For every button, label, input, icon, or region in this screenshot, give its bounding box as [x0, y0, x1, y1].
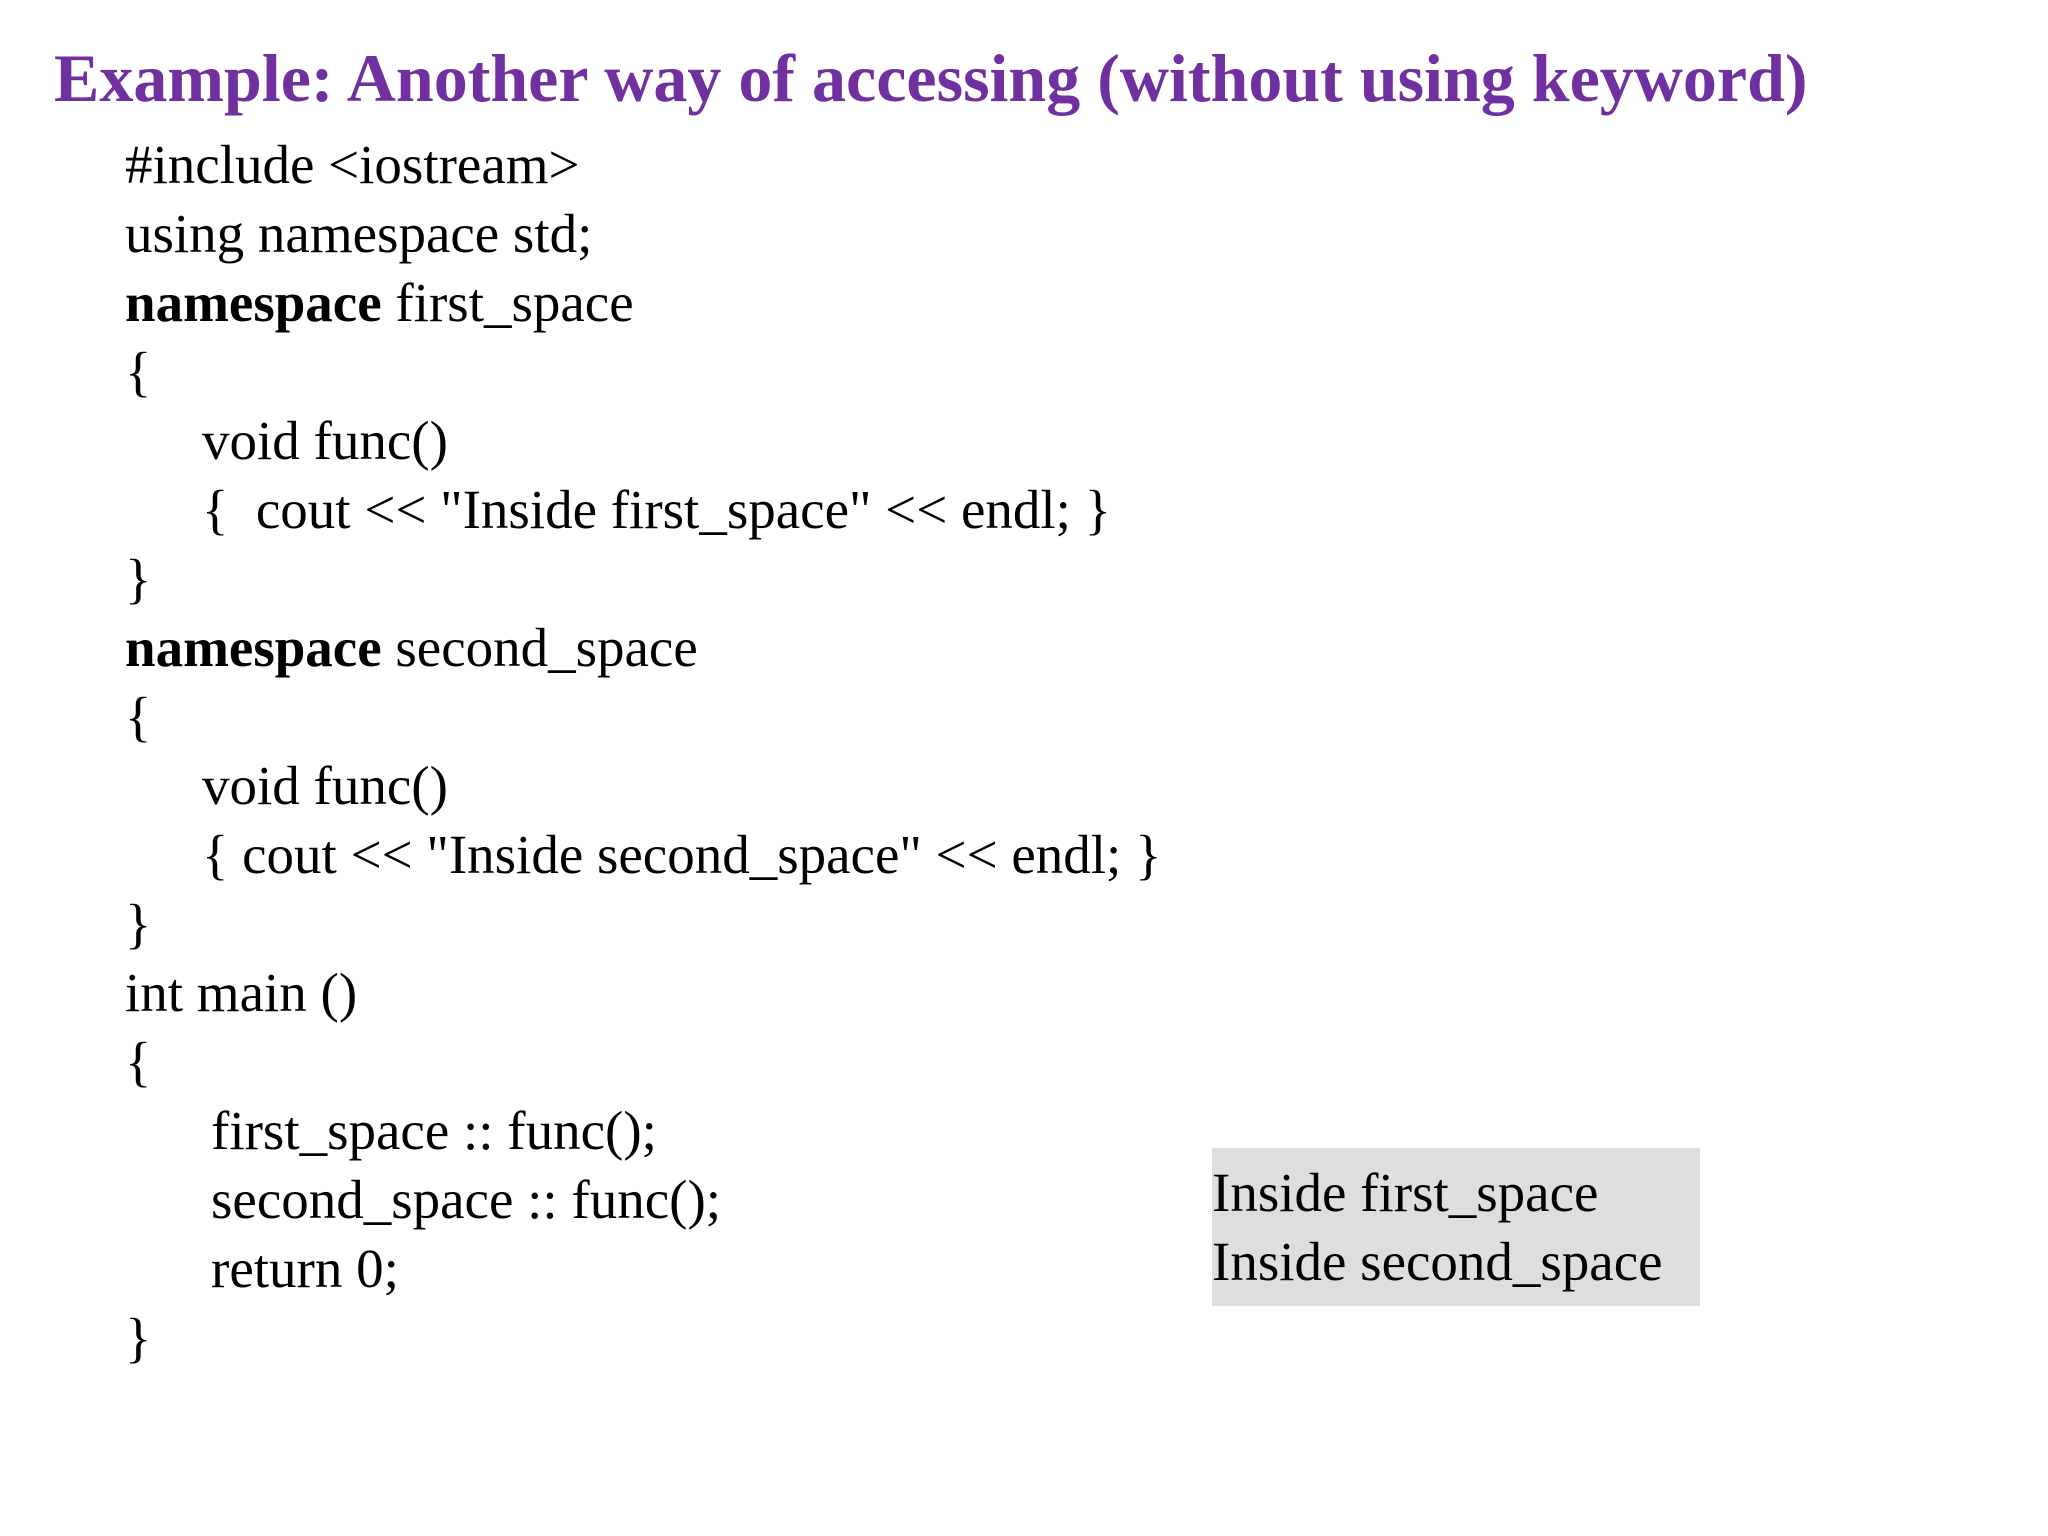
- code-line-func-declaration: void func(): [202, 755, 448, 816]
- code-line-namespace-first: [125, 268, 1161, 337]
- code-line-open-brace: {: [125, 686, 152, 747]
- slide-title: Example: Another way of accessing (without using keyword): [54, 40, 1808, 116]
- program-output-box: [1212, 1148, 1700, 1306]
- code-listing: [125, 130, 1161, 1372]
- output-line-first: Inside first_space: [1212, 1162, 1599, 1223]
- code-line-func-body: { cout << "Inside first_space" << endl; }: [202, 479, 1112, 540]
- code-line-func-declaration: void func(): [202, 410, 448, 471]
- code-line-return: return 0;: [211, 1238, 399, 1299]
- code-line-open-brace: {: [125, 1031, 152, 1092]
- code-line-close-brace: }: [125, 893, 152, 954]
- namespace-keyword: namespace: [125, 272, 382, 333]
- code-line-using-namespace: using namespace std;: [125, 203, 593, 264]
- code-line-include: #include <iostream>: [125, 134, 580, 195]
- code-line-open-brace: {: [125, 341, 152, 402]
- namespace-name-first: first_space: [381, 272, 634, 333]
- output-line-second: Inside second_space: [1212, 1231, 1663, 1292]
- code-line-close-brace: }: [125, 1307, 152, 1368]
- code-line-namespace-second: [125, 613, 1161, 682]
- code-line-func-body: { cout << "Inside second_space" << endl; }: [202, 824, 1162, 885]
- code-line-main-declaration: int main (): [125, 962, 358, 1023]
- code-line-call-first: first_space :: func();: [211, 1100, 657, 1161]
- namespace-name-second: second_space: [381, 617, 698, 678]
- code-line-close-brace: }: [125, 548, 152, 609]
- code-line-call-second: second_space :: func();: [211, 1169, 722, 1230]
- namespace-keyword: namespace: [125, 617, 382, 678]
